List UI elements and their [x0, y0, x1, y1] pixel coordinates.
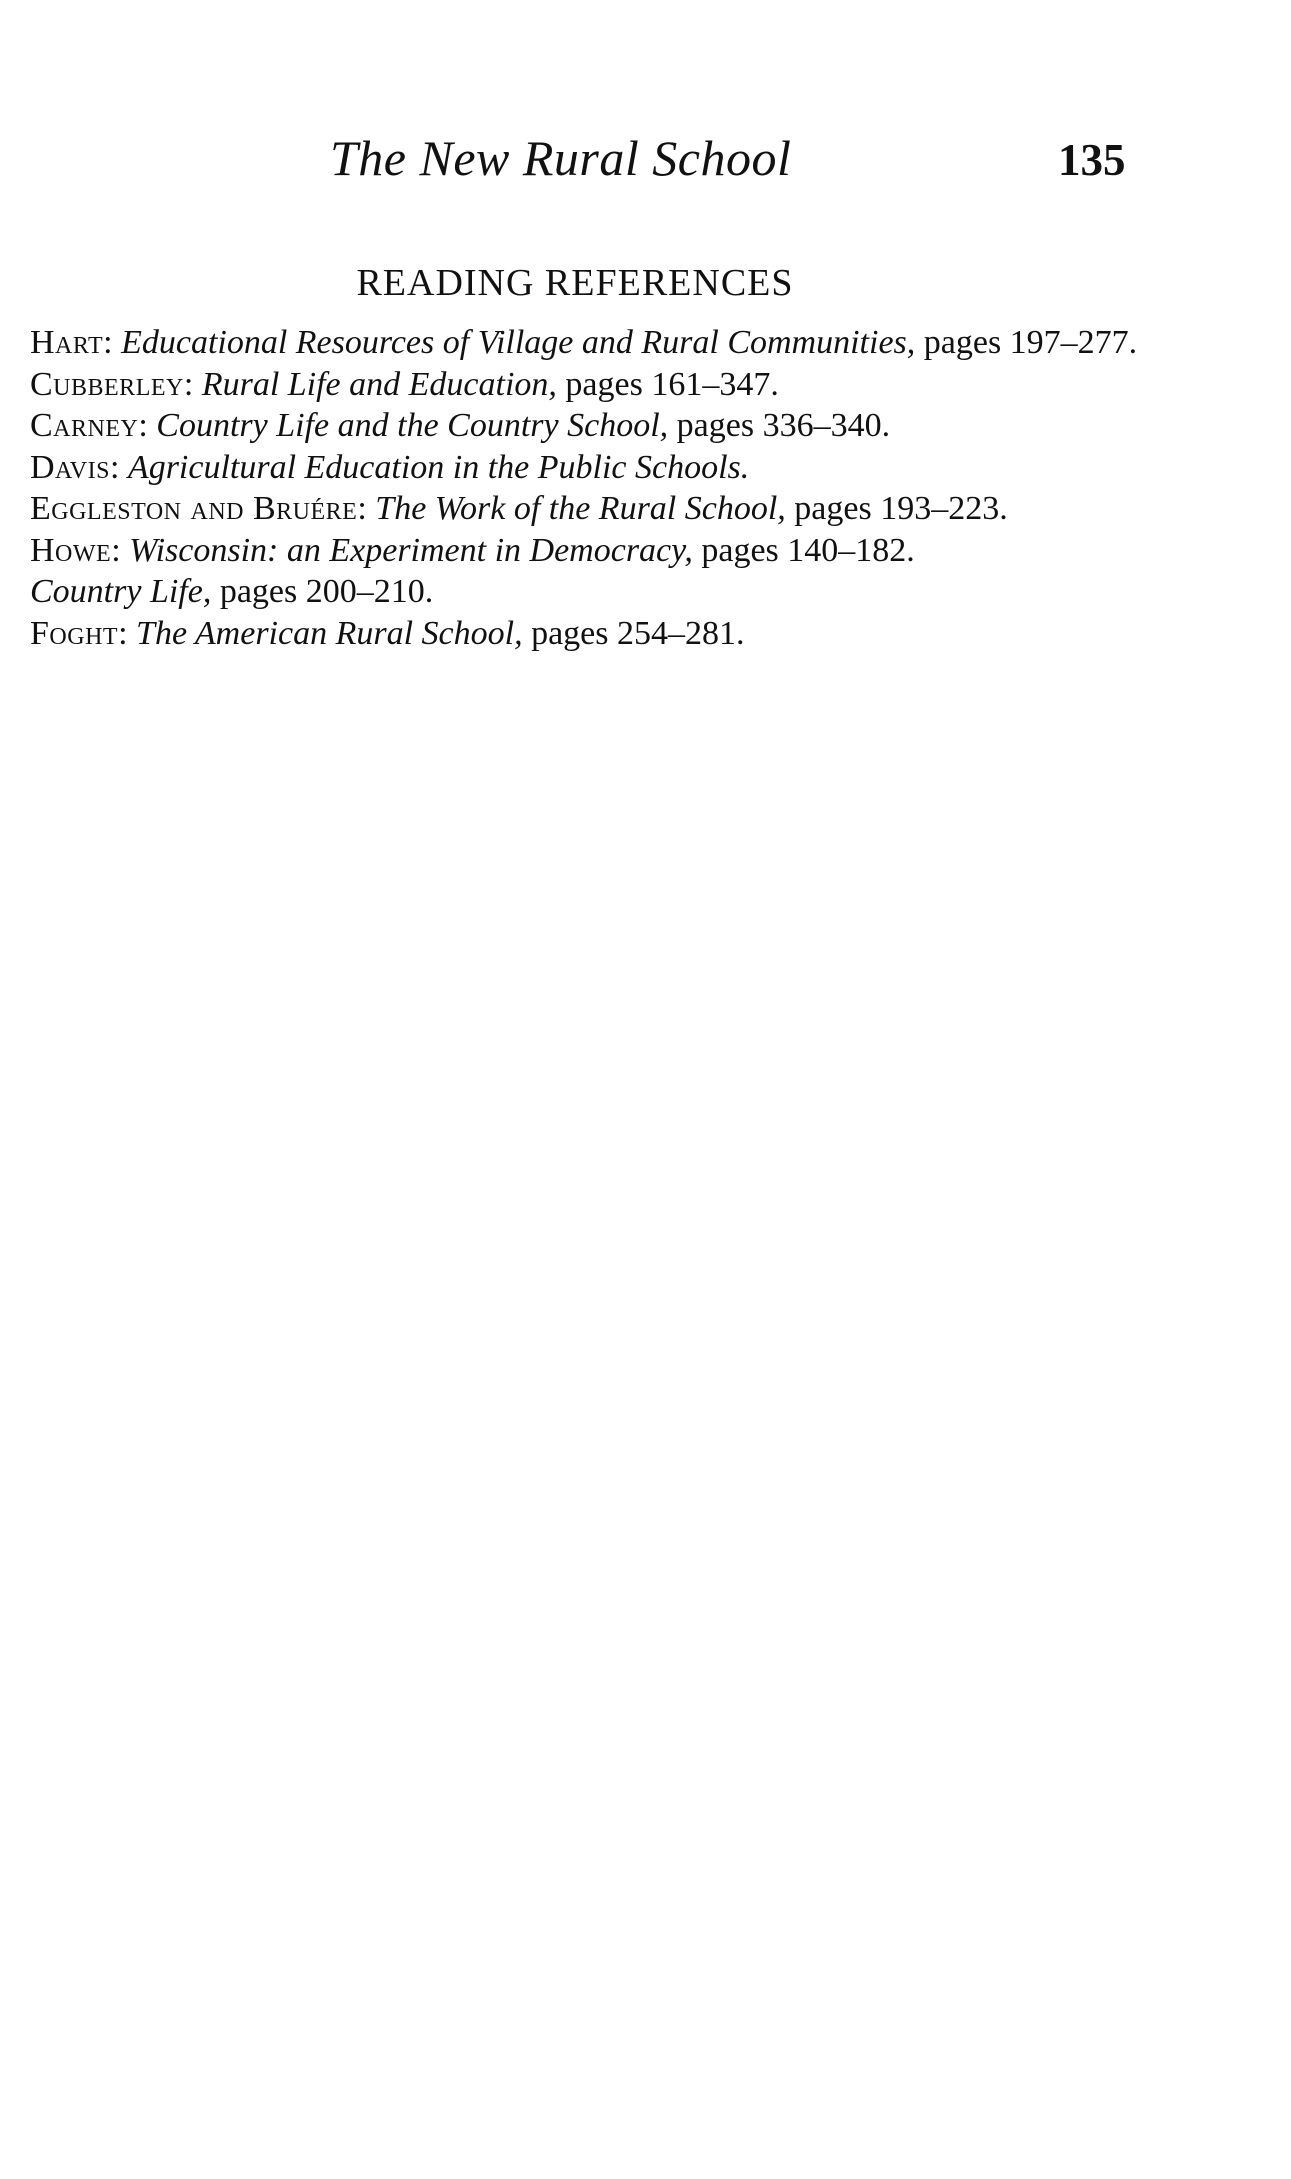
reference-item [30, 447, 1140, 489]
reference-list [30, 322, 1140, 654]
reference-pages: pages 197–277. [915, 324, 1138, 361]
page-number: 135 [1058, 135, 1126, 185]
reference-item [30, 571, 1140, 613]
reference-separator: : [109, 448, 128, 486]
reference-item [30, 613, 1140, 655]
reference-item [30, 488, 1140, 530]
reference-title: Agricultural Education in the Public Schools. [127, 448, 750, 486]
running-head [0, 128, 1291, 188]
reference-separator: : [118, 614, 137, 652]
reference-author: Howe [30, 531, 112, 569]
reference-pages: pages 336–340. [668, 407, 891, 444]
reference-pages: pages 254–281. [522, 614, 745, 652]
section-heading: READING REFERENCES [356, 262, 794, 304]
reference-author: Davis [30, 448, 110, 486]
reference-separator: : [103, 324, 122, 361]
reference-title: The American Rural School, [136, 614, 523, 652]
reference-title: Wisconsin: an Experiment in Democracy, [129, 531, 693, 569]
reference-pages: pages 140–182. [692, 531, 915, 569]
reference-author: Cubberley [30, 365, 184, 403]
reference-author: Hart [30, 324, 104, 361]
reference-separator: : [138, 407, 157, 444]
reference-separator: : [183, 365, 202, 403]
reference-author: Eggleston and Bruére [30, 490, 358, 527]
reference-pages: pages 200–210. [211, 573, 434, 610]
reference-pages: pages 193–223. [785, 490, 1008, 527]
reference-title: Rural Life and Education, [201, 365, 557, 403]
reference-item [30, 322, 1140, 364]
reference-author: Carney [30, 407, 139, 444]
reference-separator: : [111, 531, 130, 569]
reference-title: The Work of the Rural School, [375, 490, 786, 527]
running-title: The New Rural School [330, 130, 792, 186]
reference-item [30, 530, 1140, 572]
reference-title: Country Life, [30, 573, 212, 610]
reference-item [30, 364, 1140, 406]
reference-title: Country Life and the Country School, [156, 407, 669, 444]
reference-separator: : [357, 490, 376, 527]
reference-title: Educational Resources of Village and Rural Communities, [121, 324, 916, 361]
reference-item [30, 405, 1140, 447]
reference-author: Foght [30, 614, 119, 652]
reference-pages: pages 161–347. [556, 365, 779, 403]
